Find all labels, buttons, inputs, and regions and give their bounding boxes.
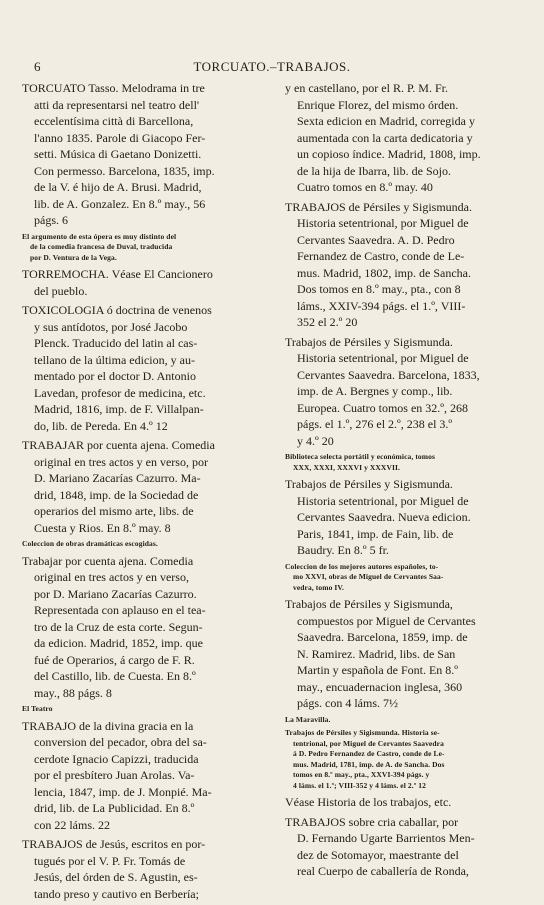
- entry-line: Trabajos de Pérsiles y Sigismunda.: [285, 477, 453, 491]
- entry-line: El Teatro: [22, 704, 53, 713]
- entry-line: Historia setentrional, por Miguel de: [297, 351, 469, 365]
- entry-line: págs. el 1.º, 276 el 2.º, 238 el 3.º: [297, 417, 453, 431]
- entry-line: del Castillo, lib. de Cuesta. En 8.º: [34, 669, 196, 683]
- entry-line: Trabajos de Pérsiles y Sigismunda,: [285, 597, 453, 611]
- entry-line: tellano de la última edicion, y au-: [34, 352, 195, 367]
- entry-line: Paris, 1841, imp. de Fain, lib. de: [297, 526, 454, 541]
- entry-line: Cervantes Saavedra. Barcelona, 1833,: [297, 367, 480, 382]
- entry-line: Martin y española de Font. En 8.º: [297, 663, 459, 677]
- entry-line: Cuesta y Rios. En 8.º may. 8: [34, 520, 171, 535]
- entry-line: TRABAJO de la divina gracia en la: [22, 718, 194, 733]
- entry-line: á D. Pedro Fernandez de Castro, conde de Le-: [293, 749, 445, 758]
- entry-line: mo XXVI, obras de Miguel de Cervantes Saa-: [293, 572, 444, 581]
- entry-line: Coleccion de obras dramáticas escogidas.: [22, 539, 158, 548]
- entry-line: aumentada con la carta dedicatoria y: [297, 130, 473, 145]
- entry-line: Saavedra. Barcelona, 1859, imp. de: [297, 630, 468, 644]
- entry-line: La Maravilla.: [285, 714, 331, 724]
- entry-line: D. Fernando Ugarte Barrientos Men-: [297, 831, 475, 845]
- entry-line: Cuatro tomos en 8.º may. 40: [297, 180, 433, 194]
- entry-line: Sexta edicion en Madrid, corregida y: [297, 114, 475, 128]
- entry-line: conversion del pecador, obra del sa-: [34, 735, 207, 749]
- entry-line: Trabajos de Pérsiles y Sigismunda. Historia se-: [285, 728, 440, 737]
- entry-line: TRABAJOS de Pérsiles y Sigismunda.: [285, 199, 473, 214]
- entry-line: operarios del mismo arte, libs. de: [34, 504, 194, 518]
- entry-line: atti da representarsi nel teatro dell': [34, 97, 200, 112]
- catalog-entry: [22, 437, 257, 536]
- catalog-note: [22, 704, 257, 715]
- entry-line: Coleccion de los mejores autores españoles, to-: [285, 561, 439, 571]
- entry-line: por el presbítero Juan Arolas. Va-: [34, 768, 195, 782]
- entry-line: N. Ramirez. Madrid, libs. de San: [297, 646, 456, 661]
- entry-line: setti. Música di Gaetano Donizetti.: [34, 147, 202, 161]
- entry-line: tro de la Cruz de esta corte. Segun-: [34, 619, 203, 634]
- right-column: [285, 80, 517, 883]
- entry-line: Trabajos de Pérsiles y Sigismunda.: [285, 334, 453, 349]
- entry-line: págs. con 4 láms. 7½: [297, 696, 398, 710]
- entry-line: dez de Sotomayor, maestrante del: [297, 847, 459, 862]
- entry-line: Madrid, 1816, imp. de F. Villalpan-: [34, 402, 204, 416]
- entry-line: y en castellano, por el R. P. M. Fr.: [285, 81, 448, 95]
- entry-line: tando preso y cautivo en Berbería;: [34, 886, 199, 901]
- entry-line: 352 el 2.º 20: [297, 315, 358, 329]
- entry-line: págs. 6: [34, 213, 68, 227]
- entry-line: Historia setentrional, por Miguel de: [297, 216, 469, 230]
- running-title: TORCUATO.–TRABAJOS.: [193, 59, 351, 74]
- entry-line: fué de Operarios, á cargo de F. R.: [34, 652, 195, 667]
- entry-line: con 22 láms. 22: [34, 817, 110, 832]
- entry-line: del pueblo.: [34, 283, 88, 298]
- entry-line: Biblioteca selecta portátil y económica, tomos: [285, 452, 435, 461]
- catalog-note: [22, 539, 257, 550]
- page-header: [22, 51, 522, 73]
- entry-line: l'anno 1835. Parole di Giacopo Fer-: [34, 130, 206, 145]
- entry-line: lencia, 1847, imp. de J. Monpié. Ma-: [34, 784, 212, 799]
- entry-line: mus. Madrid, 1802, imp. de Sancha.: [297, 265, 471, 280]
- catalog-note: [22, 232, 257, 264]
- catalog-entry: [285, 596, 517, 712]
- entry-line: drid, lib. de La Publicidad. En 8.º: [34, 801, 195, 815]
- entry-line: mus. Madrid, 1781, imp. de A. de Sancha. Dos: [293, 759, 445, 769]
- catalog-entry: [285, 814, 517, 880]
- entry-line: imp. de A. Bergnes y comp., lib.: [297, 384, 453, 398]
- entry-line: un copioso índice. Madrid, 1808, imp.: [297, 147, 481, 161]
- entry-line: tugués por el V. P. Fr. Tomás de: [34, 853, 186, 868]
- catalog-entry: [22, 836, 257, 902]
- entry-line: TORREMOCHA. Véase El Cancionero: [22, 267, 213, 281]
- catalog-entry: [22, 302, 257, 434]
- catalog-note: [285, 452, 517, 473]
- page-number: 6: [34, 59, 41, 74]
- entry-line: lib. de A. Gonzalez. En 8.º may., 56: [34, 196, 206, 211]
- entry-line: Jesús, del órden de S. Agustin, es-: [34, 870, 198, 884]
- entry-line: original en tres actos y en verso,: [34, 570, 189, 584]
- catalog-entry: [22, 718, 257, 834]
- entry-line: Baudry. En 8.º 5 fr.: [297, 543, 389, 557]
- entry-line: do, lib. de Pereda. En 4.º 12: [34, 418, 168, 433]
- entry-line: may., encuadernacion inglesa, 360: [297, 679, 463, 694]
- catalog-entry: [285, 476, 517, 559]
- entry-line: Cervantes Saavedra. A. D. Pedro: [297, 232, 455, 247]
- entry-line: da edicion. Madrid, 1852, imp. que: [34, 636, 203, 650]
- catalog-note: [285, 728, 517, 791]
- entry-line: y 4.º 20: [297, 433, 334, 448]
- entry-line: TRABAJAR por cuenta ajena. Comedia: [22, 438, 215, 452]
- left-column: [22, 80, 257, 905]
- catalog-note: [285, 715, 517, 726]
- entry-line: eccelentísima città di Barcellona,: [34, 114, 194, 128]
- entry-line: de la V. é hijo de A. Brusi. Madrid,: [34, 180, 202, 194]
- entry-line: Trabajar por cuenta ajena. Comedia: [22, 553, 194, 568]
- entry-line: tentrional, por Miguel de Cervantes Saavedra: [293, 738, 444, 748]
- entry-line: Fernandez de Castro, conde de Le-: [297, 249, 465, 263]
- catalog-entry: [285, 794, 517, 811]
- entry-line: El argumento de esta ópera es muy distinto del: [22, 231, 177, 241]
- entry-line: y sus antídotos, por José Jacobo: [34, 319, 188, 334]
- entry-line: TORCUATO Tasso. Melodrama in tre: [22, 81, 205, 95]
- entry-line: vedra, tomo IV.: [293, 582, 344, 592]
- entry-line: láms., XXIV-394 págs. el 1.º, VIII-: [297, 298, 466, 313]
- entry-line: Cervantes Saavedra. Nueva edicion.: [297, 510, 471, 524]
- entry-line: original en tres actos y en verso, por: [34, 454, 208, 469]
- entry-line: por D. Mariano Zacarías Cazurro.: [34, 586, 197, 601]
- entry-line: Europea. Cuatro tomos en 32.º, 268: [297, 400, 469, 415]
- entry-line: drid, 1848, imp. de la Sociedad de: [34, 487, 199, 502]
- entry-line: tomos en 8.º may., pta., XXVI-394 págs. y: [293, 770, 430, 779]
- entry-line: mentado por el doctor D. Antonio: [34, 369, 196, 383]
- entry-line: Con permesso. Barcelona, 1835, imp.: [34, 163, 215, 178]
- catalog-entry: [22, 553, 257, 702]
- catalog-entry: [22, 266, 257, 299]
- catalog-entry: [285, 334, 517, 450]
- entry-line: Véase Historia de los trabajos, etc.: [285, 795, 452, 809]
- entry-line: de la hija de Ibarra, lib. de Sojo.: [297, 163, 451, 178]
- entry-line: may., 88 págs. 8: [34, 685, 112, 700]
- entry-line: TRABAJOS de Jesús, escritos en por-: [22, 837, 206, 851]
- entry-line: Plenck. Traducido del latin al cas-: [34, 336, 198, 350]
- entry-line: Dos tomos en 8.º may., pta., con 8: [297, 282, 461, 296]
- entry-line: por D. Ventura de la Vega.: [30, 252, 117, 262]
- entry-line: de la comedia francesa de Duval, traducida: [30, 242, 173, 251]
- entry-line: cerdote Ignacio Capizzi, traducida: [34, 751, 199, 766]
- catalog-note: [285, 562, 517, 594]
- catalog-entry: [285, 199, 517, 331]
- entry-line: TOXICOLOGIA ó doctrina de venenos: [22, 303, 212, 317]
- entry-line: Historia setentrional, por Miguel de: [297, 493, 469, 508]
- entry-line: Lavedan, profesor de medicina, etc.: [34, 385, 206, 400]
- entry-line: Enrique Florez, del mismo órden.: [297, 97, 459, 112]
- catalog-entry: [22, 80, 257, 229]
- entry-line: 4 láms. el 1.º; VIII-352 y 4 láms. el 2.º 12: [293, 780, 426, 790]
- entry-line: TRABAJOS sobre cria caballar, por: [285, 814, 459, 829]
- entry-line: Representada con aplauso en el tea-: [34, 603, 206, 617]
- entry-line: real Cuerpo de caballería de Ronda,: [297, 864, 469, 878]
- entry-line: D. Mariano Zacarías Cazurro. Ma-: [34, 471, 201, 485]
- catalog-entry: [285, 80, 517, 196]
- entry-line: compuestos por Miguel de Cervantes: [297, 613, 476, 628]
- entry-line: XXX, XXXI, XXXVI y XXXVII.: [293, 462, 400, 472]
